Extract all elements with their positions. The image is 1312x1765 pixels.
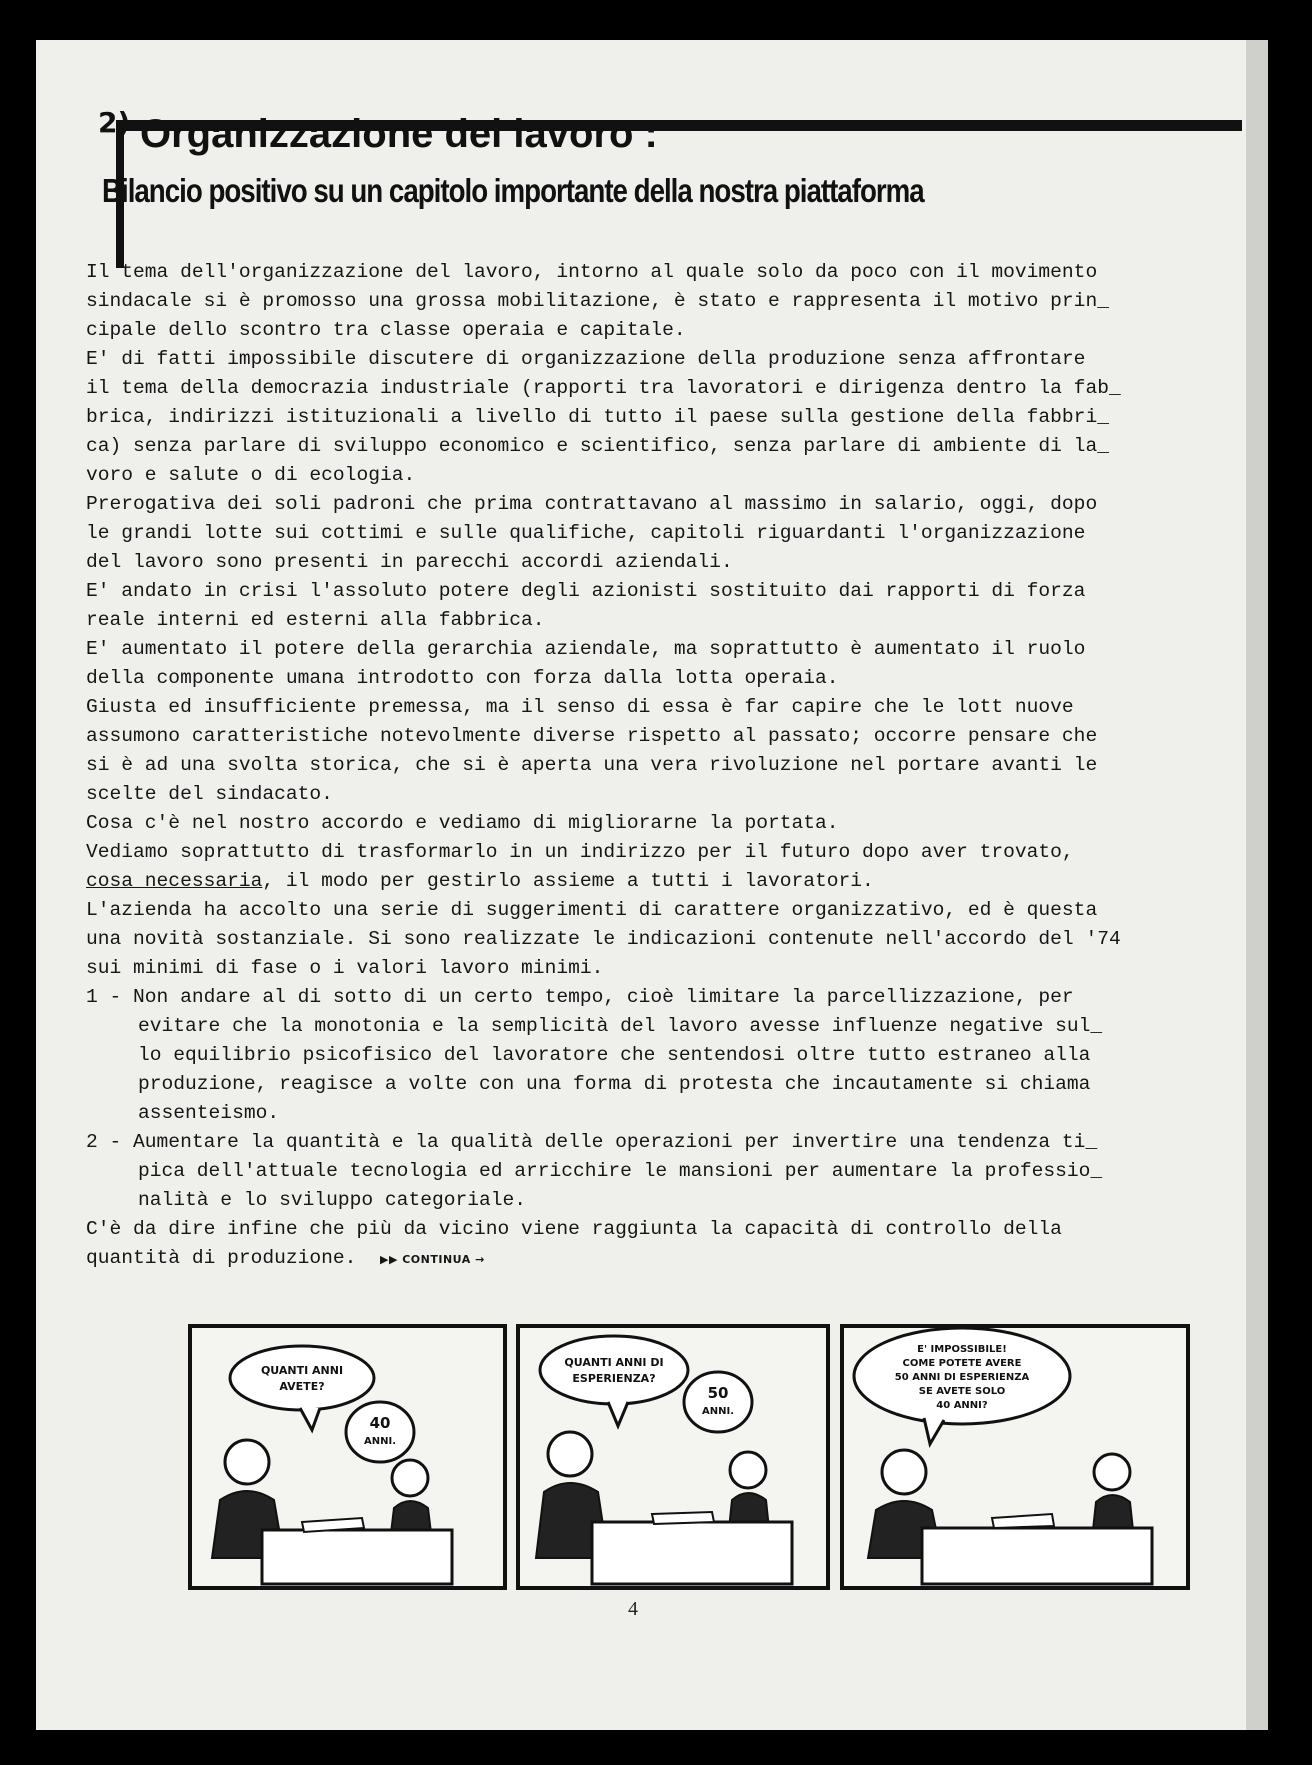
manager-head <box>882 1450 926 1494</box>
continua-label: CONTINUA <box>402 1253 471 1266</box>
text-line: Vediamo soprattutto di trasformarlo in un indirizzo per il futuro dopo aver trovato, <box>86 841 1074 863</box>
article-body <box>86 258 1186 1274</box>
speech-text: ANNI. <box>364 1436 396 1447</box>
text-line: del lavoro sono presenti in parecchi accordi aziendali. <box>86 551 733 573</box>
text-line: lo equilibrio psicofisico del lavoratore che sentendosi oltre tutto estraneo alla <box>138 1044 1091 1066</box>
text-line: E' andato in crisi l'assoluto potere degli azionisti sostituito dai rapporti di forza <box>86 580 1086 602</box>
text-line: Giusta ed insufficiente premessa, ma il senso di essa è far capire che le lott nuove <box>86 696 1074 718</box>
speech-text: ESPERIENZA? <box>572 1372 656 1385</box>
page-spine <box>1246 40 1268 1730</box>
text-line: Prerogativa dei soli padroni che prima contrattavano al massimo in salario, oggi, dopo <box>86 493 1098 515</box>
text-line: nalità e lo sviluppo categoriale. <box>138 1189 527 1211</box>
text-line: pica dell'attuale tecnologia ed arricchire le mansioni per aumentare la professio_ <box>138 1160 1103 1182</box>
list-item-2: 2 - Aumentare la quantità e la qualità delle operazioni per invertire una tendenza ti_ <box>86 1131 1098 1153</box>
desk <box>262 1530 452 1584</box>
speech-text: 40 ANNI? <box>936 1400 988 1411</box>
text-fragment: quantità di produzione. <box>86 1247 357 1269</box>
text-line: si è ad una svolta storica, che si è aperta una vera rivoluzione nel portare avanti le <box>86 754 1098 776</box>
text-line: sindacale si è promosso una grossa mobilitazione, è stato e rappresenta il motivo prin_ <box>86 290 1109 312</box>
speech-text: 50 ANNI DI ESPERIENZA <box>894 1372 1030 1383</box>
text-line: assenteismo. <box>138 1102 280 1124</box>
speech-text: QUANTI ANNI <box>260 1364 344 1377</box>
speech-text: E' IMPOSSIBILE! <box>917 1344 1007 1355</box>
speech-text: ANNI. <box>702 1406 734 1417</box>
text-line: ca) senza parlare di sviluppo economico e scientifico, senza parlare di ambiente di la_ <box>86 435 1109 457</box>
text-line: scelte del sindacato. <box>86 783 333 805</box>
section-number: 2) <box>98 106 131 139</box>
comic-strip <box>152 1322 1192 1594</box>
speech-text: AVETE? <box>279 1380 325 1393</box>
speech-text: COME POTETE AVERE <box>902 1358 1022 1369</box>
text-line: reale interni ed esterni alla fabbrica. <box>86 609 545 631</box>
comic-panel-2 <box>518 1326 828 1588</box>
comic-panel-1 <box>190 1326 505 1588</box>
text-line: una novità sostanziale. Si sono realizzate le indicazioni contenute nell'accordo del '74 <box>86 928 1121 950</box>
text-line: L'azienda ha accolto una serie di suggerimenti di carattere organizzativo, ed è questa <box>86 899 1098 921</box>
text-line: cipale dello scontro tra classe operaia e capitale. <box>86 319 686 341</box>
text-line: sui minimi di fase o i valori lavoro minimi. <box>86 957 604 979</box>
text-line: della componente umana introdotto con forza dalla lotta operaia. <box>86 667 839 689</box>
text-line: assumono caratteristiche notevolmente diverse rispetto al passato; occorre pensare che <box>86 725 1098 747</box>
page-title: Organizzazione del lavoro : <box>140 112 658 156</box>
text-fragment: , il modo per gestirlo assieme a tutti i lavoratori. <box>262 870 874 892</box>
text-line: il tema della democrazia industriale (rapporti tra lavoratori e dirigenza dentro la fab_ <box>86 377 1121 399</box>
text-line: voro e salute o di ecologia. <box>86 464 416 486</box>
text-line: produzione, reagisce a volte con una forma di protesta che incautamente si chiama <box>138 1073 1091 1095</box>
text-line: C'è da dire infine che più da vicino viene raggiunta la capacità di controllo della <box>86 1218 1062 1240</box>
text-line: brica, indirizzi istituzionali a livello di tutto il paese sulla gestione della fabbri_ <box>86 406 1109 428</box>
desk <box>922 1528 1152 1584</box>
continua-note: ▶▶ CONTINUA → <box>379 1253 485 1266</box>
text-line: E' aumentato il potere della gerarchia aziendale, ma soprattutto è aumentato il ruolo <box>86 638 1086 660</box>
text-line: Cosa c'è nel nostro accordo e vediamo di migliorarne la portata. <box>86 812 839 834</box>
speech-text: 50 <box>707 1384 729 1402</box>
underlined-phrase: cosa necessaria <box>86 870 263 892</box>
page-number: 4 <box>628 1598 638 1620</box>
text-line: le grandi lotte sui cottimi e sulle qualifiche, capitoli riguardanti l'organizzazione <box>86 522 1086 544</box>
worker-head <box>392 1460 428 1496</box>
speech-text: SE AVETE SOLO <box>918 1386 1006 1397</box>
paper <box>652 1512 714 1524</box>
manager-head <box>548 1432 592 1476</box>
page-subtitle: Bilancio positivo su un capitolo importante della nostra piattaforma <box>102 172 924 209</box>
speech-text: QUANTI ANNI DI <box>564 1356 664 1369</box>
text-line: Il tema dell'organizzazione del lavoro, intorno al quale solo da poco con il movimento <box>86 261 1098 283</box>
text-line: E' di fatti impossibile discutere di organizzazione della produzione senza affrontare <box>86 348 1086 370</box>
manager-head <box>225 1440 269 1484</box>
text-line <box>86 867 1186 896</box>
list-item-1: 1 - Non andare al di sotto di un certo tempo, cioè limitare la parcellizzazione, per <box>86 986 1074 1008</box>
worker-head <box>1094 1454 1130 1490</box>
text-line: evitare che la monotonia e la semplicità del lavoro avesse influenze negative sul_ <box>138 1015 1103 1037</box>
desk <box>592 1522 792 1584</box>
worker-head <box>730 1452 766 1488</box>
comic-panel-3 <box>842 1326 1188 1588</box>
speech-text: 40 <box>369 1414 391 1432</box>
text-line <box>86 1244 1186 1274</box>
